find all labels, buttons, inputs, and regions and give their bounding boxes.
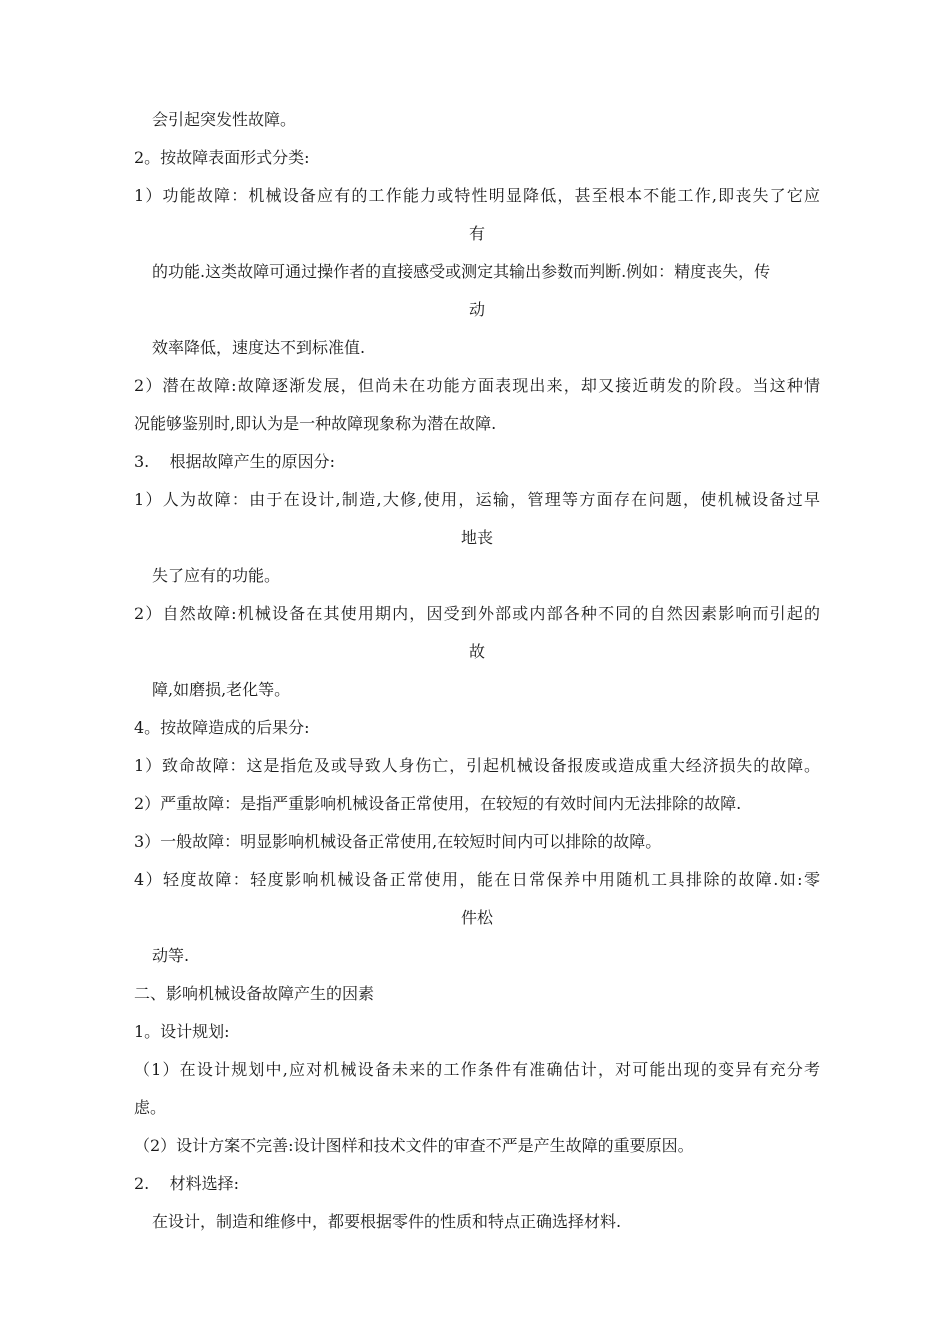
text-line: 4）轻度故障：轻度影响机械设备正常使用，能在日常保养中用随机工具排除的故障.如:零 (134, 870, 820, 889)
text-line: 地丧 (460, 528, 493, 547)
text-line: 有 (468, 224, 485, 243)
text-line: 故 (468, 642, 485, 661)
text-line: 1）致命故障：这是指危及或导致人身伤亡，引起机械设备报废或造成重大经济损失的故障。 (134, 756, 820, 775)
text-line: 效率降低，速度达不到标准值. (152, 338, 366, 357)
text-line: 障,如磨损,老化等。 (152, 680, 291, 699)
text-line: 况能够鉴别时,即认为是一种故障现象称为潜在故障. (134, 414, 497, 433)
section-heading: 1。设计规划: (134, 1022, 230, 1041)
text-line: 1）功能故障：机械设备应有的工作能力或特性明显降低，甚至根本不能工作,即丧失了它应 (134, 186, 820, 205)
chapter-heading: 二、影响机械设备故障产生的因素 (134, 984, 375, 1003)
text-line: 的功能.这类故障可通过操作者的直接感受或测定其输出参数而判断.例如：精度丧失，传 (152, 262, 771, 281)
section-heading: 3. 根据故障产生的原因分: (134, 452, 336, 471)
text-line: 2）严重故障：是指严重影响机械设备正常使用，在较短的有效时间内无法排除的故障. (134, 794, 742, 813)
text-line: 动 (468, 300, 485, 319)
text-line: 在设计，制造和维修中，都要根据零件的性质和特点正确选择材料. (152, 1212, 622, 1231)
text-line: 2）潜在故障:故障逐渐发展，但尚未在功能方面表现出来，却又接近萌发的阶段。当这种情 (134, 376, 820, 395)
text-line: （1）在设计规划中,应对机械设备未来的工作条件有准确估计，对可能出现的变异有充分考 (134, 1060, 820, 1079)
section-heading: 2. 材料选择: (134, 1174, 240, 1193)
text-line: 3）一般故障：明显影响机械设备正常使用,在较短时间内可以排除的故障。 (134, 832, 662, 851)
text-line: 件松 (460, 908, 493, 927)
text-line: 1）人为故障：由于在设计,制造,大修,使用，运输，管理等方面存在问题，使机械设备过早 (134, 490, 820, 509)
text-line: 动等. (152, 946, 190, 965)
text-line: 失了应有的功能。 (152, 566, 281, 585)
text-line: 2）自然故障:机械设备在其使用期内，因受到外部或内部各种不同的自然因素影响而引起的 (134, 604, 820, 623)
text-line: （2）设计方案不完善:设计图样和技术文件的审查不严是产生故障的重要原因。 (134, 1136, 694, 1155)
section-heading: 4。按故障造成的后果分: (134, 718, 310, 737)
section-heading: 2。按故障表面形式分类: (134, 148, 310, 167)
text-line: 虑。 (134, 1098, 167, 1117)
text-line: 会引起突发性故障。 (152, 110, 297, 129)
